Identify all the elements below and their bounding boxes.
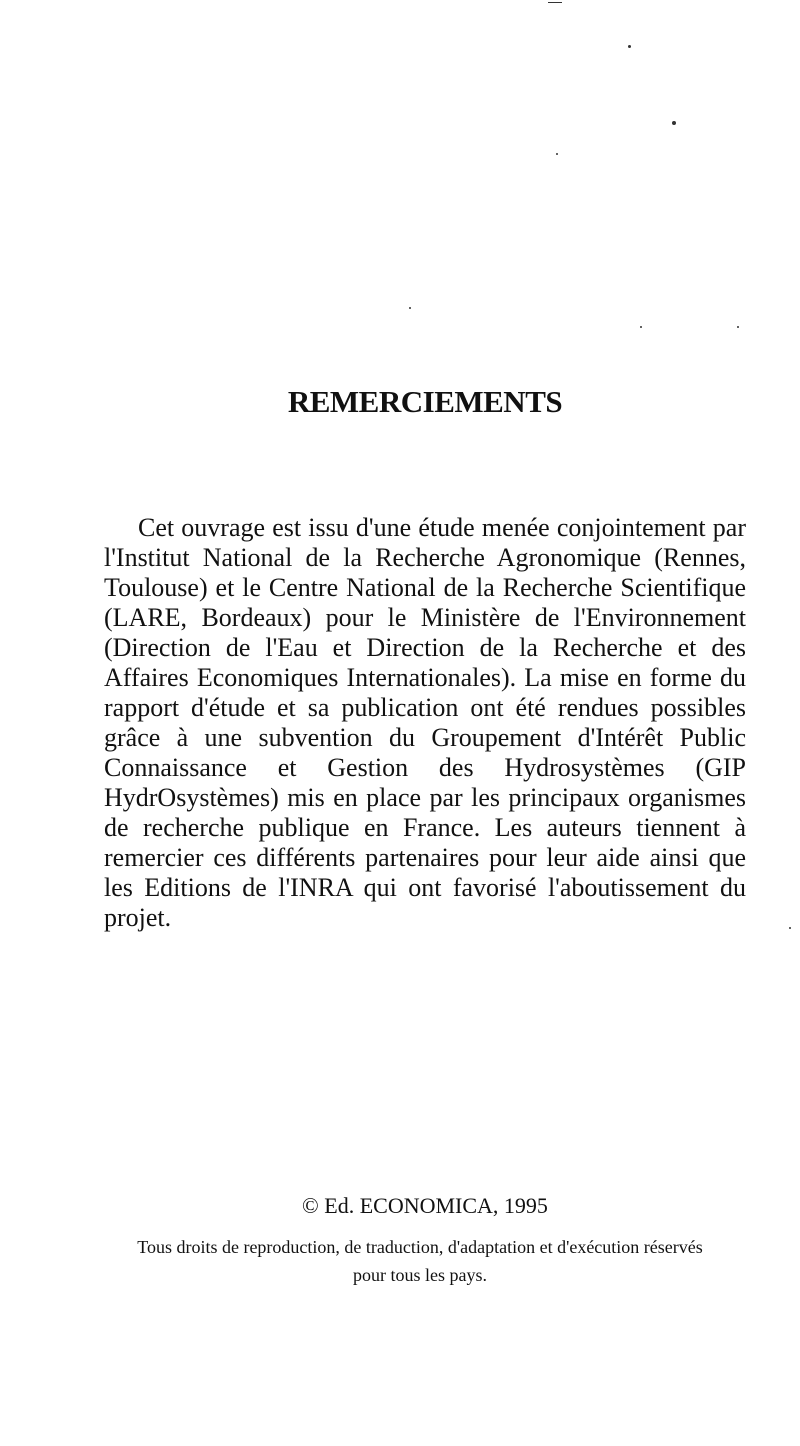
scan-speck [556, 153, 558, 155]
scan-speck [640, 326, 642, 328]
rights-notice: Tous droits de reproduction, de traduction, d'adaptation et d'exécution réservés pour tous les pays. [137, 1237, 703, 1285]
scan-speck [672, 121, 676, 125]
copyright-notice: © Ed. ECONOMICA, 1995 [302, 1193, 548, 1218]
page-title: REMERCIEMENTS [287, 384, 563, 419]
scan-speck [737, 326, 739, 328]
scan-speck [628, 45, 631, 48]
acknowledgements-paragraph: Cet ouvrage est issu d'une étude menée conjointement par l'Institut National de la Recherche Agronomique (Rennes, Toulouse) et le Centre National de la Recherche Scientifique (LARE, Bordeaux) pour le Ministère de l'Environnement (Direction de l'Eau et Direction de la Recherche et des Affaires Economiques Internationales). La mise en forme du rapport d'étude et sa publication ont été rendues possibles grâce à une subvention du Groupement d'Intérêt Public Connaissance et Gestion des Hydrosystèmes (GIP HydrOsystèmes) mis en place par les principaux organismes de recherche publique en France. Les auteurs tiennent à remercier ces différents partenaires pour leur aide ainsi que les Editions de l'INRA qui ont favorisé l'aboutissement du projet. [104, 513, 746, 932]
scan-speck [789, 927, 791, 929]
scan-speck [548, 2, 562, 3]
scan-speck [409, 307, 411, 309]
